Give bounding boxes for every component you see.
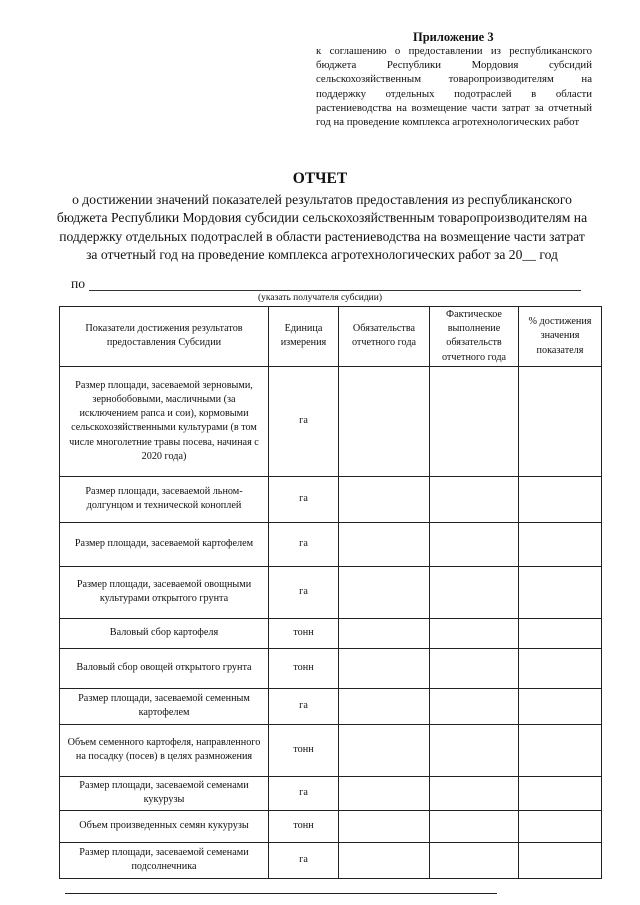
table-header-row (60, 307, 602, 367)
unit-cell: га (269, 522, 339, 566)
obligation-cell[interactable] (339, 724, 430, 776)
report-title: ОТЧЕТ (292, 170, 348, 187)
actual-cell[interactable] (430, 842, 519, 878)
table-row (60, 810, 602, 842)
table-row (60, 842, 602, 878)
percent-cell[interactable] (519, 522, 602, 566)
actual-cell[interactable] (430, 618, 519, 648)
percent-cell[interactable] (519, 724, 602, 776)
actual-cell[interactable] (430, 810, 519, 842)
actual-cell[interactable] (430, 776, 519, 810)
table-row (60, 566, 602, 618)
unit-cell: га (269, 776, 339, 810)
indicator-cell: Валовый сбор овощей открытого грунта (60, 648, 269, 688)
percent-cell[interactable] (519, 648, 602, 688)
percent-cell[interactable] (519, 366, 602, 476)
obligation-cell[interactable] (339, 842, 430, 878)
indicator-cell: Размер площади, засеваемой зерновыми, зернобобовыми, масличными (за исключением рапса и сои), кормовыми сельскохозяйственными культурами (в том числе многолетние травы посева, начиная с 2020 года) (60, 366, 269, 476)
table-row (60, 648, 602, 688)
table-row (60, 522, 602, 566)
indicator-cell: Валовый сбор картофеля (60, 618, 269, 648)
annex-title: Приложение 3 (413, 30, 494, 44)
percent-cell[interactable] (519, 810, 602, 842)
report-table (59, 306, 602, 879)
header-actual: Фактическое выполнение обязательств отчетного года (430, 307, 519, 367)
table-row (60, 724, 602, 776)
report-subtitle: о достижении значений показателей результатов предоставления из республиканского бюджета Республики Мордовия субсидии сельскохозяйственным товаропроизводителям на поддержку отдельных подотраслей в области растениеводства на возмещение части затрат за отчетный год на проведение комплекса агротехнологических работ за 20__ год (56, 192, 588, 263)
recipient-hint: (указать получателя субсидии) (257, 293, 382, 303)
indicator-cell: Размер площади, засеваемой семенным картофелем (60, 688, 269, 724)
actual-cell[interactable] (430, 566, 519, 618)
obligation-cell[interactable] (339, 688, 430, 724)
indicator-cell: Размер площади, засеваемой льном-долгунцом и технической коноплей (60, 476, 269, 522)
header-unit: Единица измерения (269, 307, 339, 367)
obligation-cell[interactable] (339, 366, 430, 476)
footer-rule (65, 893, 497, 894)
unit-cell: га (269, 476, 339, 522)
percent-cell[interactable] (519, 566, 602, 618)
obligation-cell[interactable] (339, 648, 430, 688)
table-row (60, 366, 602, 476)
percent-cell[interactable] (519, 618, 602, 648)
actual-cell[interactable] (430, 648, 519, 688)
indicator-cell: Объем семенного картофеля, направленного на посадку (посев) в целях размножения (60, 724, 269, 776)
unit-cell: тонн (269, 618, 339, 648)
actual-cell[interactable] (430, 522, 519, 566)
header-indicator: Показатели достижения результатов предоставления Субсидии (60, 307, 269, 367)
indicator-cell: Размер площади, засеваемой семенами подсолнечника (60, 842, 269, 878)
percent-cell[interactable] (519, 776, 602, 810)
unit-cell: га (269, 566, 339, 618)
indicator-cell: Размер площади, засеваемой овощными культурами открытого грунта (60, 566, 269, 618)
indicator-cell: Объем произведенных семян кукурузы (60, 810, 269, 842)
obligation-cell[interactable] (339, 566, 430, 618)
indicator-cell: Размер площади, засеваемой картофелем (60, 522, 269, 566)
table-row (60, 776, 602, 810)
unit-cell: га (269, 688, 339, 724)
actual-cell[interactable] (430, 724, 519, 776)
obligation-cell[interactable] (339, 476, 430, 522)
table-row (60, 618, 602, 648)
actual-cell[interactable] (430, 476, 519, 522)
annex-text: к соглашению о предоставлении из республиканского бюджета Республики Мордовия субсидий сельскохозяйственным товаропроизводителям на поддержку отдельных подотраслей в области растениеводства на возмещение части затрат за отчетный год на проведение комплекса агротехнологических работ (316, 45, 592, 129)
percent-cell[interactable] (519, 476, 602, 522)
obligation-cell[interactable] (339, 776, 430, 810)
obligation-cell[interactable] (339, 618, 430, 648)
header-percent: % достижения значения показателя (519, 307, 602, 367)
obligation-cell[interactable] (339, 810, 430, 842)
recipient-underline (89, 290, 581, 291)
percent-cell[interactable] (519, 688, 602, 724)
indicator-cell: Размер площади, засеваемой семенами кукурузы (60, 776, 269, 810)
header-obligations: Обязательства отчетного года (339, 307, 430, 367)
recipient-line (71, 276, 581, 294)
po-label: по (71, 276, 86, 291)
unit-cell: тонн (269, 810, 339, 842)
obligation-cell[interactable] (339, 522, 430, 566)
unit-cell: га (269, 366, 339, 476)
percent-cell[interactable] (519, 842, 602, 878)
table-row (60, 476, 602, 522)
unit-cell: тонн (269, 648, 339, 688)
table-row (60, 688, 602, 724)
actual-cell[interactable] (430, 366, 519, 476)
actual-cell[interactable] (430, 688, 519, 724)
unit-cell: тонн (269, 724, 339, 776)
unit-cell: га (269, 842, 339, 878)
